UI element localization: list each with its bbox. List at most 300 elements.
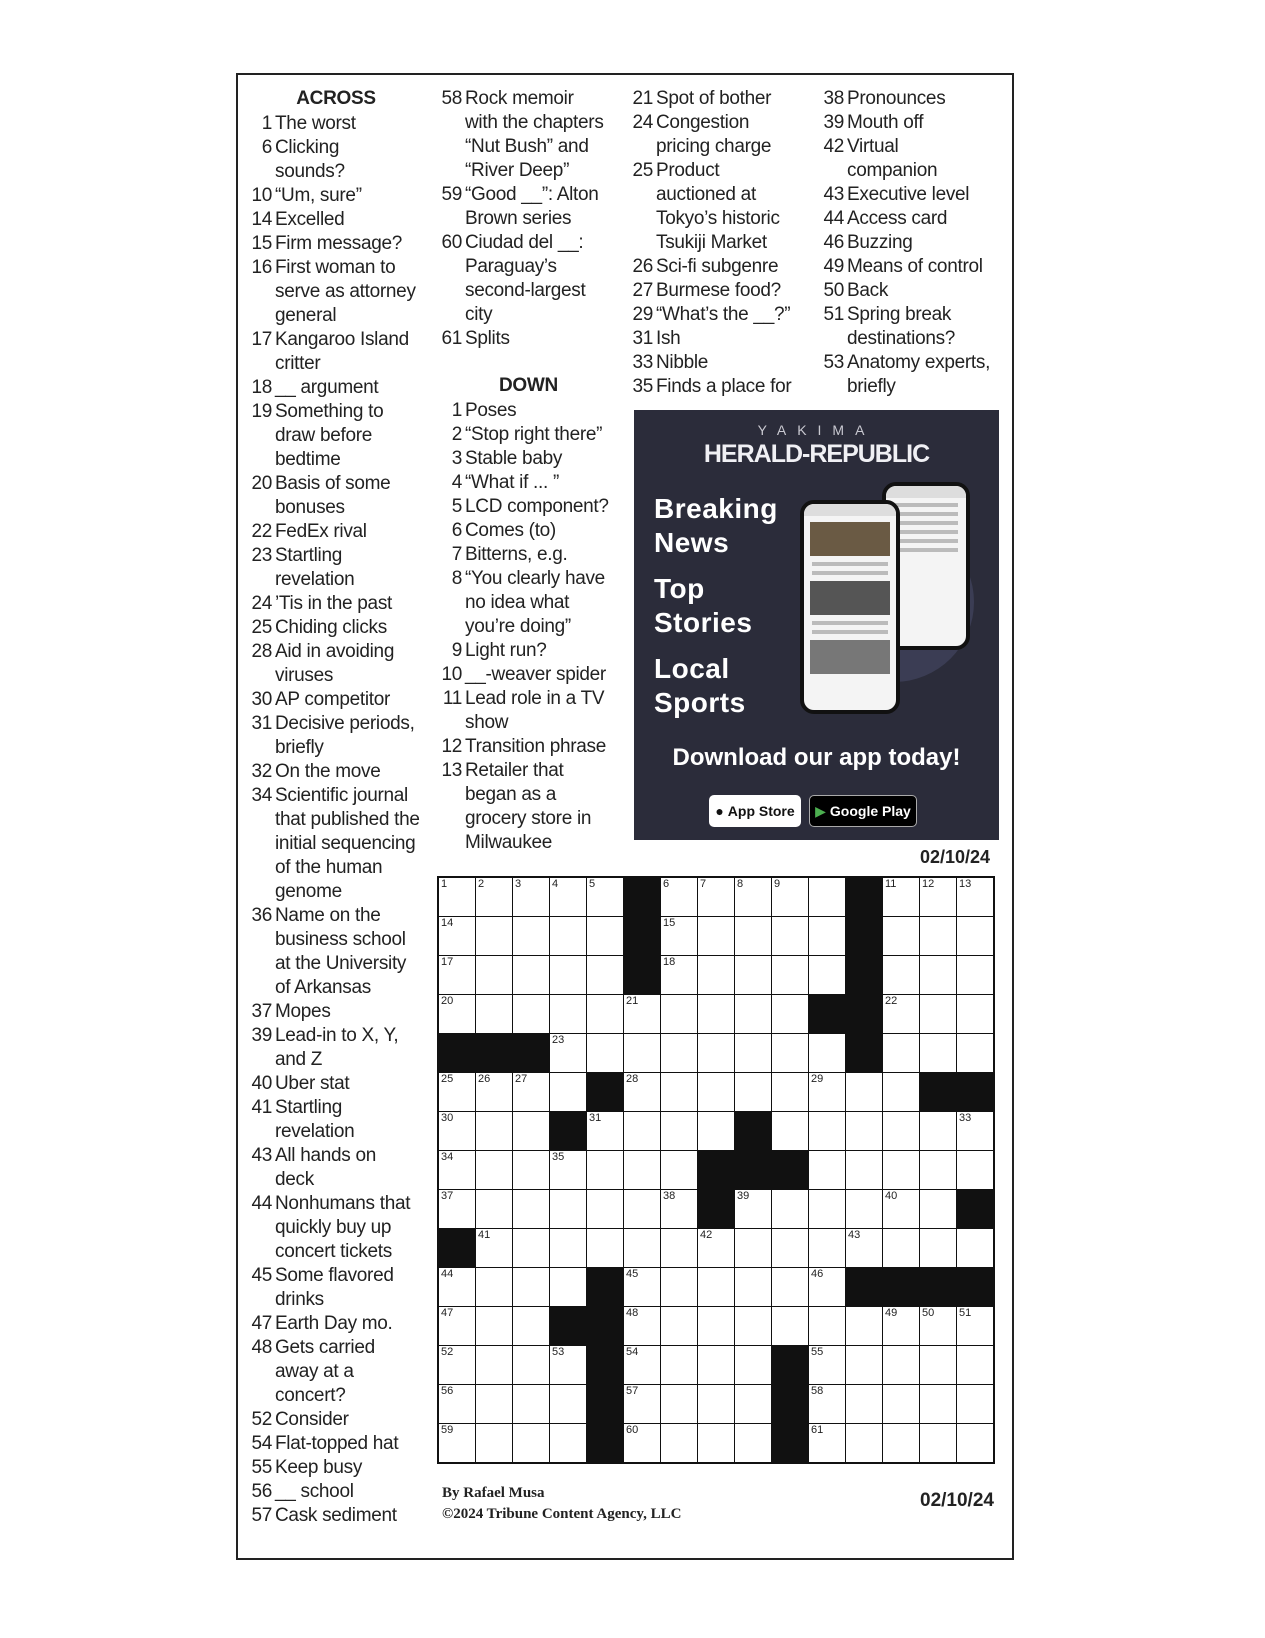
grid-cell[interactable] (735, 917, 772, 956)
clue-text: Startling revelation (275, 1097, 355, 1142)
across-clue-28[interactable] (246, 640, 426, 688)
grid-cell[interactable] (550, 1346, 587, 1385)
clue-text: Startling revelation (275, 545, 355, 590)
grid-cell[interactable] (920, 1151, 957, 1190)
across-clue-24[interactable] (246, 592, 426, 616)
grid-cell[interactable] (513, 1229, 550, 1268)
grid-cell[interactable] (661, 1385, 698, 1424)
cell-number: 23 (552, 1034, 565, 1046)
grid-cell[interactable] (957, 1424, 995, 1464)
grid-cell[interactable] (698, 1346, 735, 1385)
black-square (735, 1112, 772, 1151)
grid-cell[interactable] (772, 1307, 809, 1346)
grid-cell[interactable] (698, 995, 735, 1034)
grid-cell[interactable] (883, 1151, 920, 1190)
across-clue-56[interactable] (246, 1480, 426, 1504)
grid-cell[interactable] (883, 917, 920, 956)
down-clue-50[interactable] (818, 279, 1008, 303)
grid-cell[interactable] (957, 1151, 995, 1190)
grid-cell[interactable] (698, 1307, 735, 1346)
grid-cell[interactable] (698, 917, 735, 956)
clue-text: Comes (to) (465, 520, 556, 541)
grid-cell[interactable] (809, 1346, 846, 1385)
grid-cell[interactable] (920, 1346, 957, 1385)
grid-cell[interactable] (772, 1034, 809, 1073)
across-clue-52[interactable] (246, 1408, 426, 1432)
grid-cell[interactable] (476, 995, 513, 1034)
clue-text: Name on the business school at the University of Arkansas (275, 905, 407, 998)
grid-cell[interactable] (661, 1073, 698, 1112)
down-clue-39[interactable] (818, 111, 1008, 135)
clue-text: Retailer that began as a grocery store in Milwaukee (465, 760, 592, 853)
grid-cell[interactable] (883, 956, 920, 995)
down-clue-31[interactable] (627, 327, 807, 351)
grid-cell[interactable] (624, 1151, 661, 1190)
down-clue-13[interactable] (436, 759, 621, 855)
grid-cell[interactable] (883, 1307, 920, 1346)
grid-cell[interactable] (957, 1034, 995, 1073)
down-column-4 (818, 87, 1008, 399)
across-clue-45[interactable] (246, 1264, 426, 1312)
grid-cell[interactable] (809, 1307, 846, 1346)
across-clue-6[interactable] (246, 136, 426, 184)
grid-cell[interactable] (809, 1190, 846, 1229)
grid-cell[interactable] (438, 956, 476, 995)
down-clue-29[interactable] (627, 303, 807, 327)
grid-cell[interactable] (809, 956, 846, 995)
clue-text: Something to draw before bedtime (275, 401, 384, 470)
grid-cell[interactable] (920, 1424, 957, 1464)
grid-cell[interactable] (698, 1424, 735, 1464)
black-square (587, 1268, 624, 1307)
down-clue-2[interactable] (436, 423, 621, 447)
cell-number: 25 (441, 1073, 454, 1085)
grid-cell[interactable] (513, 995, 550, 1034)
grid-cell[interactable] (438, 995, 476, 1034)
down-clue-43[interactable] (818, 183, 1008, 207)
across-clue-47[interactable] (246, 1312, 426, 1336)
across-clue-59[interactable] (436, 183, 621, 231)
grid-cell[interactable] (883, 1346, 920, 1385)
grid-cell[interactable] (957, 1307, 995, 1346)
grid-cell[interactable] (624, 1307, 661, 1346)
grid-cell[interactable] (550, 956, 587, 995)
grid-cell[interactable] (438, 1424, 476, 1464)
grid-cell[interactable] (550, 877, 587, 917)
across-clue-60[interactable] (436, 231, 621, 327)
grid-cell[interactable] (476, 1268, 513, 1307)
across-clue-48[interactable] (246, 1336, 426, 1408)
grid-cell[interactable] (550, 995, 587, 1034)
across-clue-19[interactable] (246, 400, 426, 472)
grid-cell[interactable] (846, 1229, 883, 1268)
down-clue-11[interactable] (436, 687, 621, 735)
grid-cell[interactable] (661, 1112, 698, 1151)
grid-cell[interactable] (513, 877, 550, 917)
grid-cell[interactable] (587, 877, 624, 917)
across-clue-34[interactable] (246, 784, 426, 904)
down-clue-42[interactable] (818, 135, 1008, 183)
grid-cell[interactable] (661, 1190, 698, 1229)
grid-cell[interactable] (698, 1034, 735, 1073)
grid-cell[interactable] (698, 1268, 735, 1307)
grid-cell[interactable] (735, 877, 772, 917)
cell-number: 35 (552, 1151, 565, 1163)
down-clue-53[interactable] (818, 351, 1008, 399)
grid-cell[interactable] (698, 1229, 735, 1268)
grid-cell[interactable] (587, 1151, 624, 1190)
grid-cell[interactable] (772, 1112, 809, 1151)
across-clue-58[interactable] (436, 87, 621, 183)
down-clue-10[interactable] (436, 663, 621, 687)
grid-cell[interactable] (624, 995, 661, 1034)
grid-cell[interactable] (587, 1034, 624, 1073)
grid-cell[interactable] (550, 1229, 587, 1268)
grid-cell[interactable] (809, 1151, 846, 1190)
grid-cell[interactable] (698, 1385, 735, 1424)
grid-cell[interactable] (550, 917, 587, 956)
grid-cell[interactable] (550, 1073, 587, 1112)
grid-cell[interactable] (476, 1073, 513, 1112)
grid-cell[interactable] (846, 1073, 883, 1112)
grid-cell[interactable] (735, 1307, 772, 1346)
grid-cell[interactable] (661, 917, 698, 956)
grid-cell[interactable] (513, 1268, 550, 1307)
down-clue-21[interactable] (627, 87, 807, 111)
black-square (957, 1190, 995, 1229)
grid-cell[interactable] (846, 1112, 883, 1151)
black-square (476, 1034, 513, 1073)
grid-cell[interactable] (883, 1229, 920, 1268)
grid-cell[interactable] (735, 1229, 772, 1268)
across-clue-44[interactable] (246, 1192, 426, 1264)
grid-cell[interactable] (772, 917, 809, 956)
grid-cell[interactable] (957, 877, 995, 917)
across-clue-37[interactable] (246, 1000, 426, 1024)
grid-cell[interactable] (438, 917, 476, 956)
grid-cell[interactable] (957, 1112, 995, 1151)
grid-cell[interactable] (846, 1424, 883, 1464)
across-clue-31[interactable] (246, 712, 426, 760)
grid-cell[interactable] (661, 1346, 698, 1385)
google-play-button[interactable] (809, 795, 917, 827)
down-clue-35[interactable] (627, 375, 807, 399)
grid-cell[interactable] (476, 1112, 513, 1151)
cell-number: 26 (478, 1073, 491, 1085)
down-clue-38[interactable] (818, 87, 1008, 111)
across-clue-17[interactable] (246, 328, 426, 376)
down-clue-12[interactable] (436, 735, 621, 759)
grid-cell[interactable] (772, 1190, 809, 1229)
grid-cell[interactable] (624, 1229, 661, 1268)
grid-cell[interactable] (476, 1307, 513, 1346)
grid-cell[interactable] (809, 917, 846, 956)
grid-cell[interactable] (661, 995, 698, 1034)
grid-cell[interactable] (624, 1034, 661, 1073)
grid-cell[interactable] (883, 995, 920, 1034)
down-clue-24[interactable] (627, 111, 807, 159)
across-clue-40[interactable] (246, 1072, 426, 1096)
across-clue-23[interactable] (246, 544, 426, 592)
grid-cell[interactable] (476, 877, 513, 917)
grid-cell[interactable] (809, 1073, 846, 1112)
grid-cell[interactable] (661, 1229, 698, 1268)
grid-cell[interactable] (809, 1112, 846, 1151)
down-clue-49[interactable] (818, 255, 1008, 279)
grid-cell[interactable] (772, 1229, 809, 1268)
grid-cell[interactable] (920, 956, 957, 995)
grid-cell[interactable] (587, 1112, 624, 1151)
grid-cell[interactable] (587, 1229, 624, 1268)
grid-cell[interactable] (772, 1268, 809, 1307)
grid-cell[interactable] (513, 917, 550, 956)
grid-cell[interactable] (957, 1385, 995, 1424)
grid-cell[interactable] (920, 917, 957, 956)
grid-cell[interactable] (476, 917, 513, 956)
clue-number: 20 (251, 473, 272, 494)
grid-cell[interactable] (957, 956, 995, 995)
black-square (846, 1268, 883, 1307)
grid-cell[interactable] (809, 1268, 846, 1307)
down-clue-9[interactable] (436, 639, 621, 663)
grid-cell[interactable] (698, 1112, 735, 1151)
grid-cell[interactable] (735, 956, 772, 995)
grid-cell[interactable] (920, 1307, 957, 1346)
clue-text: Rock memoir with the chapters “Nut Bush” and “River Deep” (465, 88, 604, 181)
across-clue-30[interactable] (246, 688, 426, 712)
grid-cell[interactable] (772, 995, 809, 1034)
grid-cell[interactable] (438, 1190, 476, 1229)
ad-headline-local: Local Sports (654, 653, 746, 718)
grid-cell[interactable] (883, 1112, 920, 1151)
across-clue-16[interactable] (246, 256, 426, 328)
grid-cell[interactable] (550, 1268, 587, 1307)
grid-cell[interactable] (772, 956, 809, 995)
grid-cell[interactable] (476, 1424, 513, 1464)
clue-number: 26 (632, 256, 653, 277)
across-clue-39[interactable] (246, 1024, 426, 1072)
cell-number: 40 (885, 1190, 898, 1202)
clue-number: 44 (251, 1193, 272, 1214)
grid-cell[interactable] (661, 1424, 698, 1464)
grid-cell[interactable] (587, 1190, 624, 1229)
grid-cell[interactable] (550, 1385, 587, 1424)
grid-cell[interactable] (476, 956, 513, 995)
grid-cell[interactable] (438, 1073, 476, 1112)
grid-cell[interactable] (513, 1190, 550, 1229)
grid-cell[interactable] (513, 956, 550, 995)
down-clue-7[interactable] (436, 543, 621, 567)
grid-cell[interactable] (735, 1424, 772, 1464)
grid-cell[interactable] (957, 1229, 995, 1268)
across-clue-54[interactable] (246, 1432, 426, 1456)
grid-cell[interactable] (883, 1034, 920, 1073)
clue-text: “What’s the __?” (656, 304, 791, 325)
grid-cell[interactable] (513, 1112, 550, 1151)
grid-cell[interactable] (438, 1307, 476, 1346)
across-clue-14[interactable] (246, 208, 426, 232)
cell-number: 58 (811, 1385, 824, 1397)
grid-cell[interactable] (809, 1424, 846, 1464)
grid-cell[interactable] (809, 1385, 846, 1424)
ad-headline-breaking: Breaking News (654, 493, 778, 558)
grid-cell[interactable] (476, 1385, 513, 1424)
grid-cell[interactable] (920, 1385, 957, 1424)
down-clue-1[interactable] (436, 399, 621, 423)
grid-cell[interactable] (661, 1151, 698, 1190)
grid-cell[interactable] (920, 1034, 957, 1073)
down-clue-33[interactable] (627, 351, 807, 375)
grid-cell[interactable] (550, 1190, 587, 1229)
grid-cell[interactable] (513, 1346, 550, 1385)
grid-cell[interactable] (920, 1190, 957, 1229)
grid-cell[interactable] (735, 1268, 772, 1307)
grid-cell[interactable] (624, 1346, 661, 1385)
across-clue-20[interactable] (246, 472, 426, 520)
grid-cell[interactable] (513, 1073, 550, 1112)
clue-text: Virtual companion (847, 136, 938, 181)
across-clue-1[interactable] (246, 112, 426, 136)
app-advertisement[interactable] (634, 410, 999, 840)
grid-cell[interactable] (920, 877, 957, 917)
grid-cell[interactable] (624, 1424, 661, 1464)
grid-cell[interactable] (735, 1034, 772, 1073)
app-store-button[interactable] (709, 795, 801, 827)
grid-cell[interactable] (846, 1385, 883, 1424)
grid-cell[interactable] (809, 1229, 846, 1268)
grid-cell[interactable] (920, 1112, 957, 1151)
grid-cell[interactable] (772, 877, 809, 917)
grid-cell[interactable] (920, 1229, 957, 1268)
grid-cell[interactable] (550, 1034, 587, 1073)
across-clue-55[interactable] (246, 1456, 426, 1480)
grid-cell[interactable] (735, 995, 772, 1034)
grid-cell[interactable] (957, 917, 995, 956)
grid-cell[interactable] (846, 1190, 883, 1229)
grid-cell[interactable] (883, 1424, 920, 1464)
grid-cell[interactable] (550, 1151, 587, 1190)
down-clue-25[interactable] (627, 159, 807, 255)
grid-cell[interactable] (513, 1424, 550, 1464)
clue-number: 30 (251, 689, 272, 710)
cell-number: 12 (922, 878, 935, 890)
grid-cell[interactable] (438, 1385, 476, 1424)
clue-number: 17 (251, 329, 272, 350)
grid-cell[interactable] (698, 956, 735, 995)
across-clue-43[interactable] (246, 1144, 426, 1192)
clue-number: 19 (251, 401, 272, 422)
grid-cell[interactable] (735, 1385, 772, 1424)
grid-cell[interactable] (735, 1190, 772, 1229)
down-clue-8[interactable] (436, 567, 621, 639)
grid-cell[interactable] (735, 1073, 772, 1112)
grid-cell[interactable] (661, 1034, 698, 1073)
grid-cell[interactable] (661, 1307, 698, 1346)
across-clue-61[interactable] (436, 327, 621, 351)
down-clue-46[interactable] (818, 231, 1008, 255)
grid-cell[interactable] (661, 1268, 698, 1307)
grid-cell[interactable] (438, 1268, 476, 1307)
grid-cell[interactable] (624, 1073, 661, 1112)
grid-cell[interactable] (587, 917, 624, 956)
down-clue-6[interactable] (436, 519, 621, 543)
down-clue-4[interactable] (436, 471, 621, 495)
grid-cell[interactable] (661, 956, 698, 995)
grid-cell[interactable] (624, 1268, 661, 1307)
grid-cell[interactable] (846, 1346, 883, 1385)
grid-cell[interactable] (957, 1346, 995, 1385)
across-clue-36[interactable] (246, 904, 426, 1000)
across-clue-25[interactable] (246, 616, 426, 640)
across-clue-18[interactable] (246, 376, 426, 400)
grid-cell[interactable] (846, 1307, 883, 1346)
grid-cell[interactable] (772, 1073, 809, 1112)
down-clue-51[interactable] (818, 303, 1008, 351)
grid-cell[interactable] (624, 1190, 661, 1229)
grid-cell[interactable] (735, 1346, 772, 1385)
grid-cell[interactable] (513, 1151, 550, 1190)
clue-number: 38 (823, 88, 844, 109)
grid-cell[interactable] (957, 995, 995, 1034)
across-clue-22[interactable] (246, 520, 426, 544)
down-clue-5[interactable] (436, 495, 621, 519)
black-square (772, 1346, 809, 1385)
grid-cell[interactable] (883, 1385, 920, 1424)
grid-cell[interactable] (476, 1229, 513, 1268)
down-clue-3[interactable] (436, 447, 621, 471)
down-clue-27[interactable] (627, 279, 807, 303)
clue-number: 40 (251, 1073, 272, 1094)
grid-cell[interactable] (809, 877, 846, 917)
grid-cell[interactable] (624, 1385, 661, 1424)
grid-cell[interactable] (513, 1307, 550, 1346)
grid-cell[interactable] (698, 877, 735, 917)
grid-cell[interactable] (438, 1112, 476, 1151)
grid-cell[interactable] (624, 1112, 661, 1151)
grid-cell[interactable] (883, 877, 920, 917)
grid-cell[interactable] (809, 1034, 846, 1073)
black-square (587, 1073, 624, 1112)
clue-number: 39 (251, 1025, 272, 1046)
grid-cell[interactable] (438, 1151, 476, 1190)
down-clue-44[interactable] (818, 207, 1008, 231)
grid-cell[interactable] (883, 1073, 920, 1112)
grid-cell[interactable] (883, 1190, 920, 1229)
across-clue-15[interactable] (246, 232, 426, 256)
grid-cell[interactable] (438, 1346, 476, 1385)
cell-number: 49 (885, 1307, 898, 1319)
clue-text: Basis of some bonuses (275, 473, 391, 518)
across-clue-10[interactable] (246, 184, 426, 208)
grid-cell[interactable] (587, 956, 624, 995)
grid-cell[interactable] (476, 1151, 513, 1190)
grid-cell[interactable] (513, 1385, 550, 1424)
grid-cell[interactable] (920, 995, 957, 1034)
grid-cell[interactable] (476, 1346, 513, 1385)
grid-cell[interactable] (438, 877, 476, 917)
down-clue-26[interactable] (627, 255, 807, 279)
grid-cell[interactable] (846, 1151, 883, 1190)
grid-cell[interactable] (587, 995, 624, 1034)
grid-cell[interactable] (698, 1073, 735, 1112)
across-clue-32[interactable] (246, 760, 426, 784)
across-clue-41[interactable] (246, 1096, 426, 1144)
clue-number: 48 (251, 1337, 272, 1358)
grid-cell[interactable] (476, 1190, 513, 1229)
across-clue-57[interactable] (246, 1504, 426, 1528)
grid-cell[interactable] (661, 877, 698, 917)
grid-cell[interactable] (550, 1424, 587, 1464)
